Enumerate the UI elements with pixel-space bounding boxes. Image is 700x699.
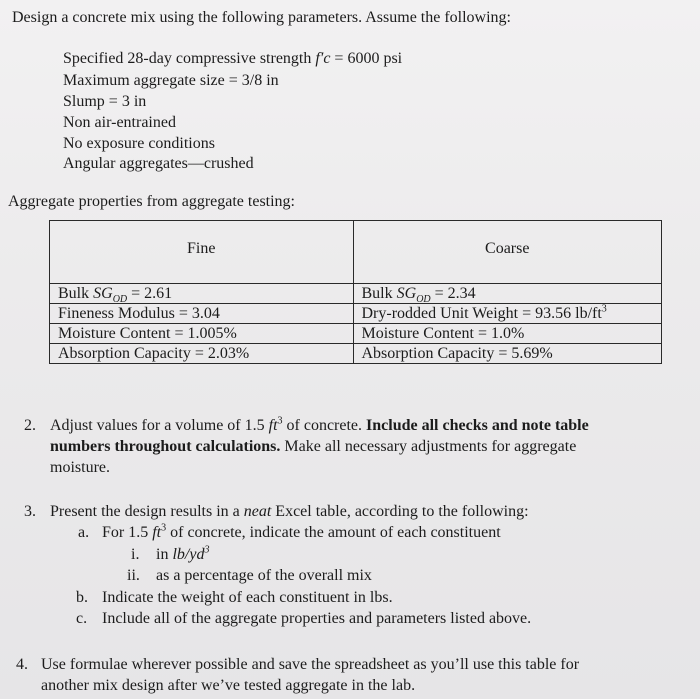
fine-sg-prefix: Bulk [58,285,94,302]
item-3a-pre: For 1.5 [102,524,153,541]
param-max-aggregate: Maximum aggregate size = 3/8 in [63,72,279,89]
item-3-number: 3. [24,503,36,520]
item-2-line-2 [50,437,576,456]
aggregate-heading: Aggregate properties from aggregate testing: [8,193,295,210]
fine-fineness-modulus: Fineness Modulus = 3.04 [50,304,354,324]
header-fine-label: Fine [187,239,216,257]
table-header-row [50,221,662,284]
item-3a-text [102,523,501,542]
item-3a-i-pre: in [156,546,173,563]
coarse-absorption-capacity: Absorption Capacity = 5.69% [353,344,662,364]
item-3a-post: of concrete, indicate the amount of each constituent [166,524,501,541]
header-coarse [353,221,662,284]
item-2-unit: ft [268,417,278,434]
coarse-sg-sub: OD [416,294,431,306]
item-3c-text: Include all of the aggregate properties and parameters listed above. [102,610,532,627]
param-exposure: No exposure conditions [63,135,215,152]
item-2-bold-1: Include all checks and note table [366,417,589,434]
coarse-sg-prefix: Bulk [361,285,397,302]
item-3a-unit: ft [152,524,162,541]
fine-absorption-capacity: Absorption Capacity = 2.03% [50,344,354,364]
item-4-number: 4. [16,656,28,673]
item-3c-label: c. [76,610,88,627]
item-3b-label: b. [76,589,88,606]
item-3a-i-text [156,545,209,564]
header-fine [50,221,354,284]
coarse-druw-text: Dry-rodded Unit Weight = 93.56 lb/ft [361,305,602,322]
table-row [50,304,662,324]
item-3a-sup: 3 [161,522,167,534]
coarse-bulk-sg [353,284,662,304]
item-3-line-1 [50,502,529,521]
item-2-unit-sup: 3 [277,415,283,427]
item-2-line-1 [50,416,589,435]
item-3a-ii-text: as a percentage of the overall mix [156,567,372,584]
param-strength [63,49,402,68]
intro-text: Design a concrete mix using the following parameters. Assume the following: [12,9,511,26]
item-2-text-c: Make all necessary adjustments for aggregate [280,438,577,455]
item-3a-i-label: i. [131,546,140,563]
param-strength-symbol: f′c [315,50,331,67]
param-strength-value: = 6000 psi [330,50,403,67]
coarse-sg-value: = 2.34 [430,285,476,302]
item-3-neat: neat [243,503,272,520]
item-3a-i-sup: 3 [204,544,210,556]
item-2-text-b: of concrete. [282,417,367,434]
coarse-dry-rodded-unit-weight [353,304,662,324]
fine-sg-symbol: SG [93,285,113,302]
fine-bulk-sg [50,284,354,304]
item-3-text-a: Present the design results in a [50,503,244,520]
coarse-druw-sup: 3 [601,303,607,315]
coarse-moisture-content: Moisture Content = 1.0% [353,324,662,344]
coarse-sg-symbol: SG [396,285,417,302]
header-coarse-label: Coarse [485,239,530,257]
item-3-text-b: Excel table, according to the following: [271,503,529,520]
param-slump: Slump = 3 in [63,93,147,110]
item-2-bold-2: numbers throughout calculations. [50,438,281,455]
fine-moisture-content: Moisture Content = 1.005% [50,324,354,344]
item-4-line-1: Use formulae wherever possible and save the spreadsheet as you’ll use this table for [41,656,580,673]
item-3a-label: a. [78,524,90,541]
fine-sg-value: = 2.61 [127,285,173,302]
item-2-line-3: moisture. [50,459,110,476]
item-2-text-a: Adjust values for a volume of 1.5 [50,417,269,434]
aggregate-table [49,220,662,364]
param-air: Non air-entrained [63,114,176,131]
item-3a-ii-label: ii. [127,567,140,584]
table-row [50,324,662,344]
item-2-number: 2. [24,417,36,434]
param-strength-label: Specified 28-day compressive strength [63,50,316,67]
param-angular: Angular aggregates—crushed [63,155,254,172]
item-4-line-2: another mix design after we’ve tested aggregate in the lab. [41,677,416,694]
item-3a-i-unit: lb/yd [172,546,205,563]
item-3b-text: Indicate the weight of each constituent in lbs. [102,589,393,606]
fine-sg-sub: OD [112,294,128,306]
table-row [50,344,662,364]
table-row [50,284,662,304]
